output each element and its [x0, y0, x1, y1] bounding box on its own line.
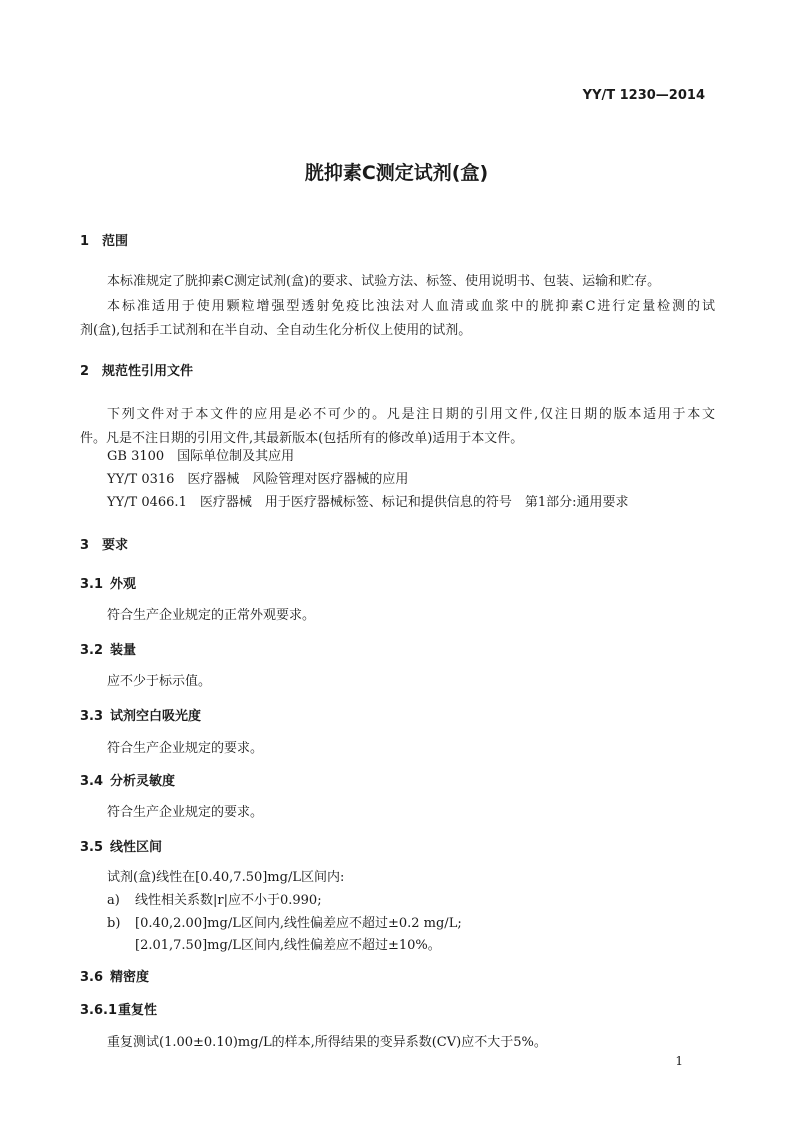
subsection-heading-3-3 [80, 705, 201, 724]
list-item [107, 889, 322, 908]
subsection-heading-3-6-1 [80, 999, 157, 1018]
reference-item: YY/T 0316 医疗器械 风险管理对医疗器械的应用 [107, 472, 409, 487]
paragraph-continuation: 件。凡是不注日期的引用文件,其最新版本(包括所有的修改单)适用于本文件。 [80, 431, 524, 446]
section-number: 3.1 [80, 577, 104, 592]
section-title: 重复性 [118, 1003, 158, 1018]
section-title: 要求 [102, 538, 129, 553]
list-item-continuation: [2.01,7.50]mg/L区间内,线性偏差应不超过±10%。 [135, 938, 441, 953]
subsection-heading-3-4 [80, 770, 175, 789]
list-marker: b) [107, 916, 121, 931]
subsection-heading-3-2 [80, 639, 136, 658]
section-title: 装量 [110, 643, 137, 658]
section-title: 分析灵敏度 [110, 774, 176, 789]
section-title: 线性区间 [110, 840, 163, 855]
paragraph: 重复测试(1.00±0.10)mg/L的样本,所得结果的变异系数(CV)应不大于5%。 [107, 1035, 547, 1050]
standard-number: YY/T 1230—2014 [582, 88, 705, 103]
section-number: 3.5 [80, 840, 104, 855]
paragraph: 本标准适用于使用颗粒增强型透射免疫比浊法对人血清或血浆中的胱抑素C进行定量检测的试 [107, 299, 715, 314]
reference-item: YY/T 0466.1 医疗器械 用于医疗器械标签、标记和提供信息的符号 第1部分:通用要求 [107, 495, 629, 510]
list-text: 线性相关系数|r|应不小于0.990; [135, 893, 322, 908]
section-heading-3 [80, 534, 128, 553]
section-title: 范围 [102, 234, 129, 249]
reference-item: GB 3100 国际单位制及其应用 [107, 449, 295, 464]
section-heading-2 [80, 360, 193, 379]
paragraph-continuation: 剂(盒),包括手工试剂和在半自动、全自动生化分析仪上使用的试剂。 [80, 323, 472, 338]
list-marker: a) [107, 893, 120, 908]
subsection-heading-3-5 [80, 836, 162, 855]
paragraph: 试剂(盒)线性在[0.40,7.50]mg/L区间内: [107, 870, 345, 885]
paragraph: 应不少于标示值。 [107, 674, 212, 689]
section-title: 规范性引用文件 [102, 364, 194, 379]
section-number: 3.2 [80, 643, 104, 658]
section-title: 试剂空白吸光度 [110, 709, 202, 724]
section-number: 3 [80, 538, 90, 553]
subsection-heading-3-1 [80, 573, 136, 592]
document-title: 胱抑素C测定试剂(盒) [304, 162, 489, 184]
section-heading-1 [80, 230, 128, 249]
list-item [107, 912, 462, 931]
paragraph: 下列文件对于本文件的应用是必不可少的。凡是注日期的引用文件,仅注日期的版本适用于本文 [107, 407, 715, 422]
section-title: 外观 [110, 577, 137, 592]
section-number: 3.4 [80, 774, 104, 789]
paragraph: 符合生产企业规定的要求。 [107, 805, 264, 820]
paragraph: 符合生产企业规定的正常外观要求。 [107, 608, 316, 623]
section-number: 3.6 [80, 970, 104, 985]
section-number: 1 [80, 234, 90, 249]
paragraph: 符合生产企业规定的要求。 [107, 741, 264, 756]
subsection-heading-3-6 [80, 966, 149, 985]
section-number: 3.3 [80, 709, 104, 724]
page-number: 1 [675, 1054, 683, 1068]
section-number: 2 [80, 364, 90, 379]
section-number: 3.6.1 [80, 1003, 118, 1018]
paragraph: 本标准规定了胱抑素C测定试剂(盒)的要求、试验方法、标签、使用说明书、包装、运输和贮存。 [107, 274, 661, 289]
list-text: [0.40,2.00]mg/L区间内,线性偏差应不超过±0.2 mg/L; [135, 916, 462, 931]
section-title: 精密度 [110, 970, 150, 985]
